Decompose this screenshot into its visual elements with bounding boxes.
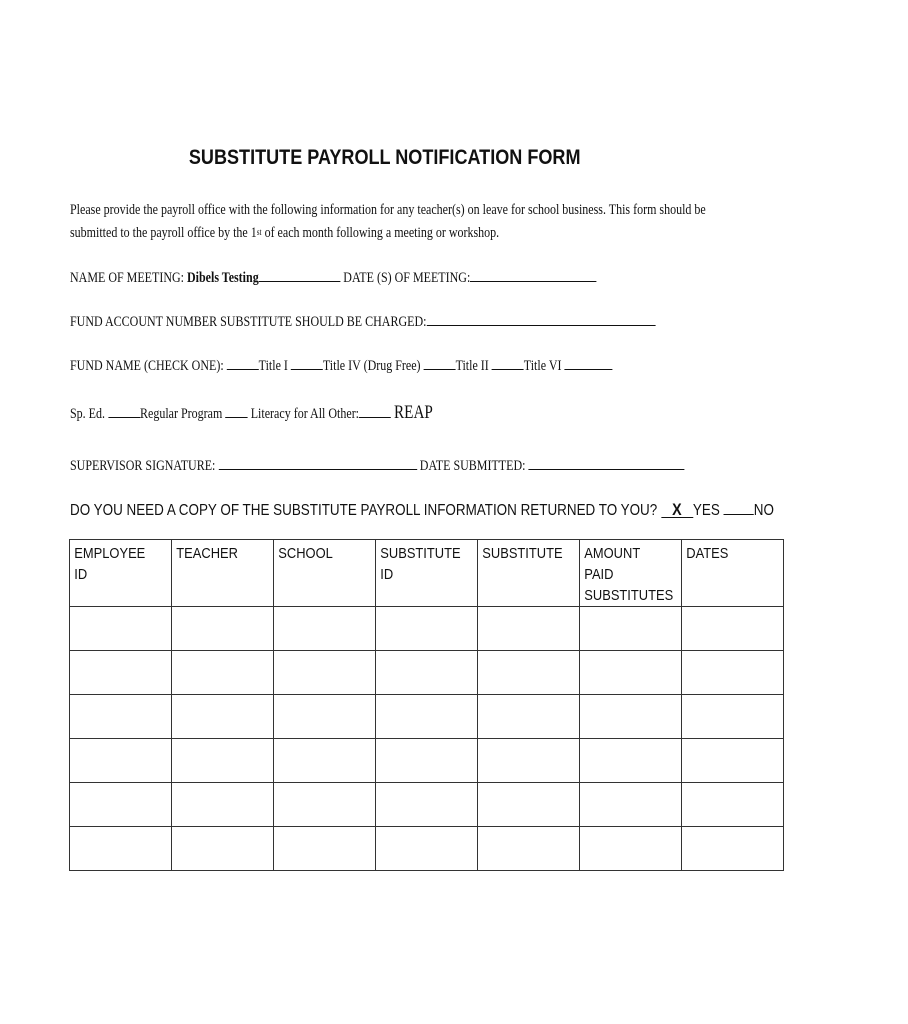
fund-account-label: FUND ACCOUNT NUMBER SUBSTITUTE SHOULD BE CHARGED:: [70, 314, 427, 330]
title-iv-label: Title IV (Drug Free): [322, 358, 424, 374]
table-cell[interactable]: [274, 827, 376, 871]
title-ii-label: Title II: [455, 358, 492, 374]
fund-account-line: [70, 311, 802, 331]
table-row: [70, 607, 784, 651]
meeting-name-field[interactable]: Dibels Testing: [187, 270, 259, 286]
header-substitute: SUBSTITUTE: [478, 540, 580, 607]
table-cell[interactable]: [70, 739, 172, 783]
literacy-check[interactable]: [359, 403, 391, 418]
meeting-date-blank[interactable]: [470, 267, 596, 282]
form-title: SUBSTITUTE PAYROLL NOTIFICATION FORM: [189, 146, 581, 169]
table-cell[interactable]: [682, 651, 784, 695]
intro-line-2: submitted to the payroll office by the 1st of each month following a meeting or workshop.: [70, 225, 500, 241]
meeting-label: NAME OF MEETING:: [70, 270, 187, 286]
table-cell[interactable]: [580, 783, 682, 827]
table-cell[interactable]: [682, 783, 784, 827]
table-row: [70, 739, 784, 783]
table-cell[interactable]: [682, 827, 784, 871]
table-cell[interactable]: [682, 695, 784, 739]
table-cell[interactable]: [478, 695, 580, 739]
literacy-label: Literacy for All Other:: [250, 406, 360, 422]
regular-program-label: Regular Program: [140, 406, 226, 422]
table-cell[interactable]: [172, 607, 274, 651]
title-i-label: Title I: [258, 358, 291, 374]
literacy-value: REAP: [394, 402, 433, 423]
date-submitted-blank[interactable]: [528, 455, 684, 470]
table-cell[interactable]: [376, 739, 478, 783]
table-cell[interactable]: [580, 827, 682, 871]
table-cell[interactable]: [682, 739, 784, 783]
title-i-check[interactable]: [227, 355, 259, 370]
header-dates: DATES: [682, 540, 784, 607]
table-cell[interactable]: [580, 695, 682, 739]
table-cell[interactable]: [376, 827, 478, 871]
header-school: SCHOOL: [274, 540, 376, 607]
table-cell[interactable]: [376, 695, 478, 739]
no-label: NO: [753, 502, 774, 519]
fund-name-label: FUND NAME (CHECK ONE):: [70, 358, 227, 374]
supervisor-label: SUPERVISOR SIGNATURE:: [70, 458, 219, 474]
table-cell[interactable]: [580, 607, 682, 651]
title-vi-label: Title VI: [523, 358, 565, 374]
yes-check-mark: X: [672, 500, 682, 519]
table-cell[interactable]: [70, 651, 172, 695]
intro-line-1: Please provide the payroll office with the following information for any teacher(s) on leave for school business. This form should be: [70, 202, 706, 218]
table-cell[interactable]: [172, 651, 274, 695]
table-cell[interactable]: [376, 651, 478, 695]
copy-question-line: [70, 497, 908, 520]
table-row: [70, 783, 784, 827]
table-cell[interactable]: [682, 607, 784, 651]
regular-program-check[interactable]: [225, 403, 247, 418]
table-row: [70, 695, 784, 739]
table-cell[interactable]: [478, 739, 580, 783]
table-header-row: [70, 540, 784, 607]
table-row: [70, 827, 784, 871]
table-cell[interactable]: [172, 695, 274, 739]
copy-question-text: DO YOU NEED A COPY OF THE SUBSTITUTE PAYROLL INFORMATION RETURNED TO YOU?: [70, 502, 661, 519]
no-check[interactable]: [724, 497, 754, 515]
table-cell[interactable]: [70, 607, 172, 651]
table-cell[interactable]: [274, 739, 376, 783]
supervisor-line: [70, 455, 838, 475]
table-cell[interactable]: [478, 783, 580, 827]
date-label: DATE (S) OF MEETING:: [343, 270, 471, 286]
table-cell[interactable]: [172, 739, 274, 783]
fund-name-line: [70, 355, 748, 375]
table-cell[interactable]: [70, 827, 172, 871]
table-cell[interactable]: [172, 783, 274, 827]
table-cell[interactable]: [274, 783, 376, 827]
table-cell[interactable]: [478, 827, 580, 871]
substitute-table: [69, 539, 784, 871]
table-cell[interactable]: [70, 783, 172, 827]
table-cell[interactable]: [478, 651, 580, 695]
title-ii-fill[interactable]: [492, 355, 524, 370]
sped-check[interactable]: [108, 403, 140, 418]
table-cell[interactable]: [478, 607, 580, 651]
table-cell[interactable]: [274, 695, 376, 739]
date-submitted-label: DATE SUBMITTED:: [419, 458, 529, 474]
title-ii-check[interactable]: [424, 355, 456, 370]
title-iv-check[interactable]: [291, 355, 323, 370]
header-substitute-id: SUBSTITUTE ID: [376, 540, 478, 607]
fund-account-blank[interactable]: [426, 311, 655, 326]
table-cell[interactable]: [580, 739, 682, 783]
sped-label: Sp. Ed.: [70, 406, 109, 422]
header-teacher: TEACHER: [172, 540, 274, 607]
meeting-name-blank[interactable]: [259, 267, 341, 282]
table-cell[interactable]: [376, 783, 478, 827]
table-cell[interactable]: [274, 651, 376, 695]
yes-label: YES: [692, 502, 724, 519]
meeting-line: [70, 267, 728, 287]
header-amount-paid: AMOUNT PAID SUBSTITUTES: [580, 540, 682, 607]
table-cell[interactable]: [376, 607, 478, 651]
title-vi-check[interactable]: [564, 355, 612, 370]
header-employee-id: EMPLOYEE ID: [70, 540, 172, 607]
table-cell[interactable]: [70, 695, 172, 739]
table-cell[interactable]: [274, 607, 376, 651]
table-cell[interactable]: [172, 827, 274, 871]
yes-check[interactable]: [661, 500, 693, 518]
table-row: [70, 651, 784, 695]
table-cell[interactable]: [580, 651, 682, 695]
supervisor-signature-blank[interactable]: [218, 455, 416, 470]
sped-line: [70, 402, 524, 424]
